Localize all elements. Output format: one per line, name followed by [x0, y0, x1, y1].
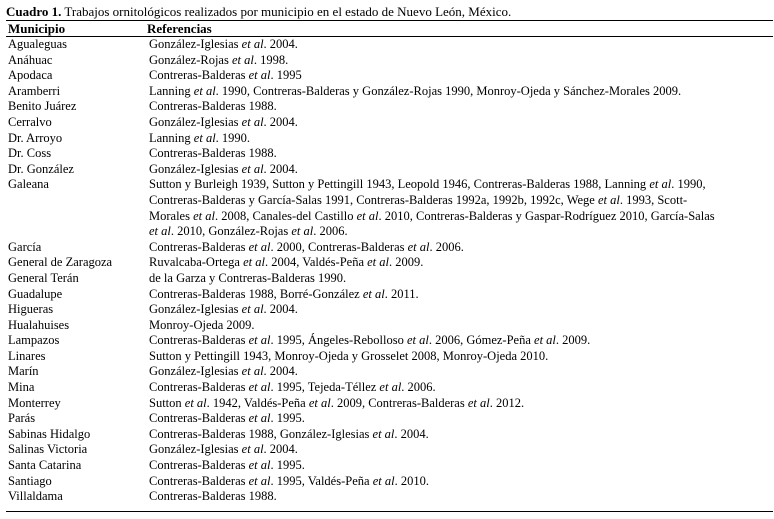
municipio-cell: Parás	[8, 411, 36, 426]
reference-text: . 2009.	[555, 333, 591, 348]
et-al-italic: et al	[367, 255, 389, 270]
municipio-cell: Aramberri	[8, 83, 61, 98]
et-al-italic: et al	[243, 255, 265, 270]
reference-text: . 1990.	[215, 130, 251, 145]
et-al-italic: et al	[291, 224, 314, 239]
reference-text: . 2004.	[263, 364, 298, 379]
reference-line	[149, 146, 773, 162]
table-row	[6, 302, 773, 318]
referencias-cell	[149, 318, 773, 334]
reference-text: Contreras-Balderas 1988.	[149, 99, 277, 114]
reference-text: . 2009, Contreras-Balderas	[330, 395, 468, 410]
reference-text: Monroy-Ojeda 2009.	[149, 317, 255, 332]
reference-text: . 1998.	[253, 52, 289, 67]
et-al-italic: et al	[231, 52, 254, 67]
header-referencias: Referencias	[147, 21, 212, 36]
municipio-cell: Anáhuac	[8, 52, 53, 67]
reference-line	[149, 224, 773, 240]
table-row	[6, 37, 773, 53]
reference-text: González-Iglesias	[149, 37, 242, 51]
et-al-italic: et al	[372, 426, 395, 441]
reference-text: Contreras-Balderas 1988, Borré-González	[149, 286, 363, 301]
reference-text: . 1995.	[270, 411, 305, 426]
et-al-italic: et al	[597, 192, 620, 207]
municipio-cell: Hualahuises	[8, 317, 70, 332]
et-al-italic: et al	[241, 442, 264, 457]
referencias-cell	[149, 53, 773, 69]
reference-text: . 1995, Valdés-Peña	[270, 473, 373, 488]
reference-text: Lanning	[149, 83, 194, 98]
table-row	[6, 474, 773, 490]
et-al-italic: et al	[184, 395, 207, 410]
reference-line	[149, 396, 773, 412]
table-row	[6, 396, 773, 412]
et-al-italic: et al	[241, 364, 264, 379]
table-row	[6, 364, 773, 380]
municipio-cell: Mina	[8, 380, 35, 395]
reference-text: Contreras-Balderas	[149, 411, 249, 426]
municipio-cell: Cerralvo	[8, 114, 52, 129]
municipio-cell: Santa Catarina	[8, 458, 82, 473]
reference-line	[149, 364, 773, 380]
reference-text: Contreras-Balderas	[149, 68, 249, 83]
reference-line	[149, 115, 773, 131]
bottom-rule	[6, 511, 773, 512]
referencias-cell	[149, 146, 773, 162]
referencias-cell	[149, 380, 773, 396]
reference-text: . 2004.	[263, 161, 298, 176]
table-row	[6, 287, 773, 303]
header-municipio: Municipio	[8, 21, 66, 36]
reference-line	[149, 177, 773, 193]
et-al-italic: et al	[248, 411, 271, 426]
reference-text: Contreras-Balderas	[149, 473, 249, 488]
reference-text: . 2010, Contreras-Balderas y Gaspar-Rodríguez 2010, García-Salas	[378, 208, 715, 223]
reference-text: . 2009.	[389, 255, 424, 270]
reference-text: . 2004.	[263, 37, 298, 51]
reference-text: . 1995	[270, 68, 302, 83]
table-row	[6, 115, 773, 131]
et-al-italic: et al	[308, 395, 331, 410]
referencias-cell	[149, 396, 773, 412]
table-row	[6, 349, 773, 365]
reference-line	[149, 131, 773, 147]
reference-text: . 2004.	[263, 114, 298, 129]
et-al-italic: et al	[241, 302, 264, 317]
municipio-cell: Villaldama	[8, 489, 63, 504]
et-al-italic: et al	[372, 473, 395, 488]
et-al-italic: et al	[241, 37, 264, 51]
referencias-cell	[149, 349, 773, 365]
table-row	[6, 333, 773, 349]
reference-text: . 2008, Canales-del Castillo	[214, 208, 357, 223]
referencias-cell	[149, 68, 773, 84]
reference-text: . 2012.	[489, 395, 525, 410]
reference-line	[149, 193, 773, 209]
reference-text: Sutton y Pettingill 1943, Monroy-Ojeda y Grosselet 2008, Monroy-Ojeda 2010.	[149, 348, 549, 363]
et-al-italic: et al	[193, 83, 216, 98]
et-al-italic: et al	[248, 333, 271, 348]
table-row	[6, 162, 773, 178]
table-row	[6, 84, 773, 100]
reference-text: de la Garza y Contreras-Balderas 1990.	[149, 270, 347, 285]
et-al-italic: et al	[407, 239, 430, 254]
et-al-italic: et al	[241, 161, 264, 176]
reference-line	[149, 271, 773, 287]
et-al-italic: et al	[534, 333, 556, 348]
referencias-cell	[149, 489, 773, 505]
municipio-cell: Linares	[8, 348, 46, 363]
referencias-cell	[149, 458, 773, 474]
reference-line	[149, 53, 773, 69]
reference-text: Contreras-Balderas	[149, 333, 249, 348]
reference-text: González-Iglesias	[149, 442, 242, 457]
et-al-italic: et al	[248, 380, 271, 395]
reference-text: . 2004.	[263, 302, 298, 317]
reference-text: González-Iglesias	[149, 114, 242, 129]
et-al-italic: et al	[356, 208, 379, 223]
referencias-cell	[149, 177, 773, 239]
reference-text: Contreras-Balderas	[149, 239, 249, 254]
reference-text: Contreras-Balderas 1988, González-Iglesias	[149, 426, 373, 441]
reference-text: . 2006.	[429, 239, 464, 254]
et-al-italic: et al	[379, 380, 402, 395]
table-row	[6, 380, 773, 396]
reference-line	[149, 162, 773, 178]
referencias-cell	[149, 99, 773, 115]
table-row	[6, 240, 773, 256]
reference-line	[149, 380, 773, 396]
referencias-cell	[149, 271, 773, 287]
reference-line	[149, 349, 773, 365]
reference-line	[149, 240, 773, 256]
reference-text: . 2004.	[263, 442, 298, 457]
municipio-cell: Marín	[8, 364, 39, 379]
table-caption	[6, 4, 772, 19]
municipio-cell: Santiago	[8, 473, 52, 488]
reference-text: . 2000, Contreras-Balderas	[270, 239, 408, 254]
municipio-cell: Salinas Victoria	[8, 442, 88, 457]
reference-text: González-Iglesias	[149, 161, 242, 176]
reference-text: Sutton y Burleigh 1939, Sutton y Pettingill 1943, Leopold 1946, Contreras-Balderas 1988, Lanning	[149, 177, 650, 192]
municipio-cell: Apodaca	[8, 68, 53, 83]
reference-text: . 2004.	[394, 426, 429, 441]
referencias-cell	[149, 255, 773, 271]
reference-text: González-Rojas	[149, 52, 232, 67]
referencias-cell	[149, 427, 773, 443]
table-row	[6, 271, 773, 287]
reference-line	[149, 489, 773, 505]
caption-label: Cuadro 1.	[6, 4, 62, 19]
municipio-cell: Monterrey	[8, 395, 61, 410]
et-al-italic: et al	[241, 114, 264, 129]
reference-text: . 1990,	[671, 177, 706, 192]
reference-text: . 2011.	[384, 286, 419, 301]
table-row	[6, 68, 773, 84]
municipio-cell: Dr. Arroyo	[8, 130, 63, 145]
reference-line	[149, 84, 773, 100]
reference-text: Contreras-Balderas 1988.	[149, 489, 277, 504]
municipio-cell: Lampazos	[8, 333, 60, 348]
reference-line	[149, 442, 773, 458]
reference-text: Contreras-Balderas	[149, 380, 249, 395]
table-row	[6, 489, 773, 505]
referencias-cell	[149, 131, 773, 147]
referencias-cell	[149, 302, 773, 318]
referencias-cell	[149, 474, 773, 490]
reference-text: Contreras-Balderas	[149, 458, 249, 473]
municipio-cell: García	[8, 239, 42, 254]
reference-line	[149, 427, 773, 443]
table-row	[6, 427, 773, 443]
reference-text: Contreras-Balderas y García-Salas 1991, Contreras-Balderas 1992a, 1992b, 1992c, Wege	[149, 192, 598, 207]
referencias-cell	[149, 162, 773, 178]
et-al-italic: et al	[149, 224, 171, 239]
referencias-cell	[149, 115, 773, 131]
referencias-cell	[149, 84, 773, 100]
references-table	[6, 37, 773, 505]
table-row	[6, 318, 773, 334]
reference-text: . 1993, Scott-	[619, 192, 688, 207]
et-al-italic: et al	[193, 208, 215, 223]
et-al-italic: et al	[248, 458, 271, 473]
referencias-cell	[149, 333, 773, 349]
municipio-cell: Dr. Coss	[8, 146, 52, 161]
municipio-cell: Dr. González	[8, 161, 74, 176]
reference-text: González-Iglesias	[149, 364, 242, 379]
referencias-cell	[149, 240, 773, 256]
reference-text: Ruvalcaba-Ortega	[149, 255, 244, 270]
reference-text: Sutton	[149, 395, 185, 410]
reference-text: . 2006, Gómez-Peña	[428, 333, 535, 348]
reference-text: . 2010, González-Rojas	[170, 224, 292, 239]
et-al-italic: et al	[467, 395, 490, 410]
reference-line	[149, 287, 773, 303]
municipio-cell: General de Zaragoza	[8, 255, 113, 270]
referencias-cell	[149, 287, 773, 303]
table-row	[6, 131, 773, 147]
table-row	[6, 442, 773, 458]
reference-text: . 2010.	[394, 473, 429, 488]
reference-text: Morales	[149, 208, 194, 223]
reference-text: . 1995, Ángeles-Rebolloso	[270, 333, 407, 348]
municipio-cell: General Terán	[8, 270, 79, 285]
reference-text: . 1990, Contreras-Balderas y González-Rojas 1990, Monroy-Ojeda y Sánchez-Morales 2009.	[215, 83, 682, 98]
et-al-italic: et al	[406, 333, 429, 348]
reference-line	[149, 474, 773, 490]
municipio-cell: Agualeguas	[8, 37, 68, 51]
reference-text: González-Iglesias	[149, 302, 242, 317]
et-al-italic: et al	[362, 286, 385, 301]
reference-text: . 2004, Valdés-Peña	[264, 255, 368, 270]
referencias-cell	[149, 37, 773, 53]
reference-line	[149, 209, 773, 225]
et-al-italic: et al	[248, 239, 271, 254]
et-al-italic: et al	[649, 177, 672, 192]
reference-line	[149, 255, 773, 271]
reference-line	[149, 302, 773, 318]
municipio-cell: Galeana	[8, 177, 49, 192]
table-body	[6, 37, 773, 505]
municipio-cell: Sabinas Hidalgo	[8, 426, 91, 441]
municipio-cell: Benito Juárez	[8, 99, 77, 114]
table-row	[6, 146, 773, 162]
reference-text: . 2006.	[401, 380, 436, 395]
reference-line	[149, 37, 773, 53]
top-rule	[6, 20, 773, 21]
table-row	[6, 458, 773, 474]
table-row	[6, 255, 773, 271]
referencias-cell	[149, 442, 773, 458]
reference-line	[149, 99, 773, 115]
et-al-italic: et al	[248, 473, 271, 488]
reference-text: Lanning	[149, 130, 194, 145]
referencias-cell	[149, 364, 773, 380]
reference-text: . 1995.	[270, 458, 305, 473]
reference-line	[149, 411, 773, 427]
reference-line	[149, 333, 773, 349]
table-row	[6, 53, 773, 69]
municipio-cell: Guadalupe	[8, 286, 63, 301]
table-row	[6, 99, 773, 115]
municipio-cell: Higueras	[8, 302, 54, 317]
reference-text: . 2006.	[313, 224, 348, 239]
et-al-italic: et al	[193, 130, 216, 145]
reference-line	[149, 68, 773, 84]
reference-line	[149, 458, 773, 474]
referencias-cell	[149, 411, 773, 427]
reference-line	[149, 318, 773, 334]
reference-text: . 1942, Valdés-Peña	[206, 395, 309, 410]
reference-text: . 1995, Tejeda-Téllez	[270, 380, 380, 395]
caption-text: Trabajos ornitológicos realizados por municipio en el estado de Nuevo León, México.	[61, 4, 512, 19]
table-row	[6, 177, 773, 239]
et-al-italic: et al	[248, 68, 271, 83]
reference-text: Contreras-Balderas 1988.	[149, 146, 277, 161]
table-row	[6, 411, 773, 427]
